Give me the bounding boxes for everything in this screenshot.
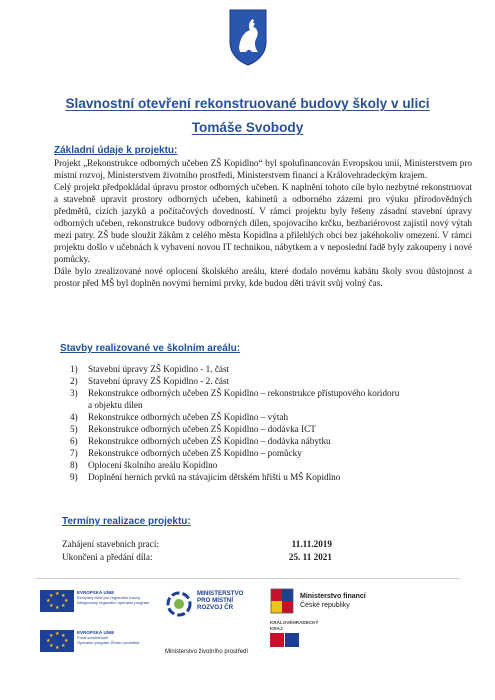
mf-line: Ministerstvo financí	[300, 593, 366, 600]
list-item-number: 8)	[70, 460, 78, 471]
buildings-list	[70, 363, 400, 483]
khk-emblem-icon	[270, 633, 300, 647]
list-item-text: Rekonstrukce odborných učeben ZŠ Kopidlno – dodávka nábytku	[88, 436, 331, 447]
eu-logo-title: EVROPSKÁ UNIE	[77, 630, 115, 635]
mmr-emblem-icon	[165, 590, 193, 618]
list-item-text: Stavební úpravy ZŠ Kopidlno - 2. část	[88, 376, 230, 387]
list-item-number: 6)	[70, 436, 78, 447]
terms-value: 25. 11 2021	[288, 552, 332, 562]
buildings-heading: Stavby realizované ve školním areálu:	[60, 343, 241, 354]
list-item	[70, 435, 400, 447]
terms-value: 11.11.2019	[291, 539, 332, 549]
mmr-line: MINISTERSTVO	[197, 590, 244, 597]
mf-line: České republiky	[300, 602, 350, 609]
khk-line: KRÁLOVÉHRADECKÝ	[270, 620, 319, 625]
list-item-text: Doplnění herních prvků na stávajícím dětském hřišti u MŠ Kopidlno	[88, 472, 341, 483]
list-item-number: 2)	[70, 376, 78, 387]
khk-logo	[270, 620, 380, 652]
list-item-number: 5)	[70, 424, 78, 435]
mmr-line: ROZVOJ ČR	[197, 604, 234, 611]
eu-logo-line: Integrovaný regionální operační program	[77, 600, 150, 605]
list-item-number: 1)	[70, 364, 78, 374]
list-item	[70, 459, 400, 471]
divider	[35, 578, 460, 579]
eu-logo-cf	[40, 630, 160, 656]
terms-row	[62, 538, 332, 551]
eu-logo-text	[77, 630, 155, 645]
list-item-text: Rekonstrukce odborných učeben ZŠ Kopidlno – dodávka ICT	[88, 424, 316, 435]
terms-label: Zahájení stavebních prací:	[62, 539, 159, 549]
eu-flag-icon: ★ ★ ★ ★ ★ ★ ★ ★	[40, 630, 74, 652]
list-item	[70, 363, 400, 375]
list-item	[70, 447, 400, 459]
basic-info-heading: Základní údaje k projektu:	[54, 145, 178, 156]
mmr-text	[197, 590, 243, 611]
list-item-number: 9)	[70, 472, 78, 483]
eu-logo-text	[77, 590, 155, 605]
paragraph-3: Dále bylo zrealizované nové oplocení školského areálu, které dodalo novému kabátu školy svou důstojnost a prostor před MŠ byl doplněn novými herními prvky, kde budou děti trávit svůj volný čas.	[54, 266, 472, 289]
list-item-number: 3)	[70, 388, 78, 399]
title-line-2: Tomáše Svobody	[191, 120, 304, 135]
list-item-text: Oplocení školního areálu Kopidlno	[88, 460, 218, 471]
list-item	[70, 471, 400, 483]
paragraph-1: Projekt „Rekonstrukce odborných učeben ZŠ Kopidlno“ byl spolufinancován Evropskou unií, Ministerstvem pro místní rozvoj, Ministerstvem životního prostředí, Ministerstvem financí a Královehradeckým krajem.	[54, 158, 472, 181]
mzp-text: Ministerstvo životního prostředí	[165, 649, 249, 655]
eu-logo-line: Evropský fond pro regionální rozvoj	[77, 595, 140, 600]
terms-table	[62, 538, 332, 564]
town-crest-icon	[228, 8, 268, 66]
khk-line: KRAJ	[270, 625, 283, 631]
list-item-text: Rekonstrukce odborných učeben ZŠ Kopidlno – rekonstrukce přístupového koridoru a objektu dílen	[88, 388, 400, 411]
list-item-text: Rekonstrukce odborných učeben ZŠ Kopidlno – výtah	[88, 412, 289, 423]
mzp-logo	[165, 640, 275, 654]
khk-text	[270, 620, 319, 631]
list-item-text: Rekonstrukce odborných učeben ZŠ Kopidlno – pomůcky	[88, 448, 302, 459]
terms-label: Ukončení a předání díla:	[62, 552, 153, 562]
terms-heading: Termíny realizace projektu:	[62, 516, 191, 527]
title-line-1: Slavnostní otevření rekonstruované budovy školy v ulici	[65, 96, 430, 111]
list-item	[70, 423, 400, 435]
mf-logo	[270, 588, 470, 620]
list-item	[70, 387, 400, 411]
eu-logo-line: Fond soudržnosti	[77, 635, 108, 640]
list-item	[70, 375, 400, 387]
list-item-text: Stavební úpravy ZŠ Kopidlno - 1. část	[88, 364, 230, 374]
list-item	[70, 411, 400, 423]
eu-logo-line: Operační program Životní prostředí	[77, 640, 140, 645]
project-description	[54, 157, 472, 290]
eu-logo-erdf	[40, 590, 160, 616]
czech-coat-of-arms-icon	[270, 588, 294, 616]
eu-flag-icon: ★ ★ ★ ★ ★ ★ ★ ★	[40, 590, 74, 612]
mmr-logo	[165, 588, 260, 620]
mmr-line: PRO MÍSTNÍ	[197, 597, 234, 604]
page-title	[30, 92, 465, 140]
eu-logo-title: EVROPSKÁ UNIE	[77, 590, 115, 595]
list-item-number: 4)	[70, 412, 78, 423]
list-item-number: 7)	[70, 448, 78, 459]
paragraph-2: Celý projekt předpokládal úpravu prostor odborných učeben. K naplnění tohoto cíle bylo nezbytné rekonstruovat a stavebně upravit prostory odborných učeben, kabinetů a odborného zázemí pro výuku přírodovědných předmětů, cizích jazyků a počítačových dovedností. V rámci projektu byly řešeny zásadní stavební úpravy odborných učeben, rekonstrukce budovy odborných dílen, spojovacího krčku, bezbariérovost zajistil nový výtah mezi patry. ZŠ bude sloužit žákům z celého města Kopidlna a přilehlých obcí bez jakéhokoliv omezení. V rámci projektu došlo v učebnách k vybavení novou IT technikou, nábytkem a v neposlední řadě byly zakoupeny i nové pomůcky.	[54, 182, 472, 265]
mf-text	[300, 592, 366, 610]
terms-row	[62, 551, 332, 564]
